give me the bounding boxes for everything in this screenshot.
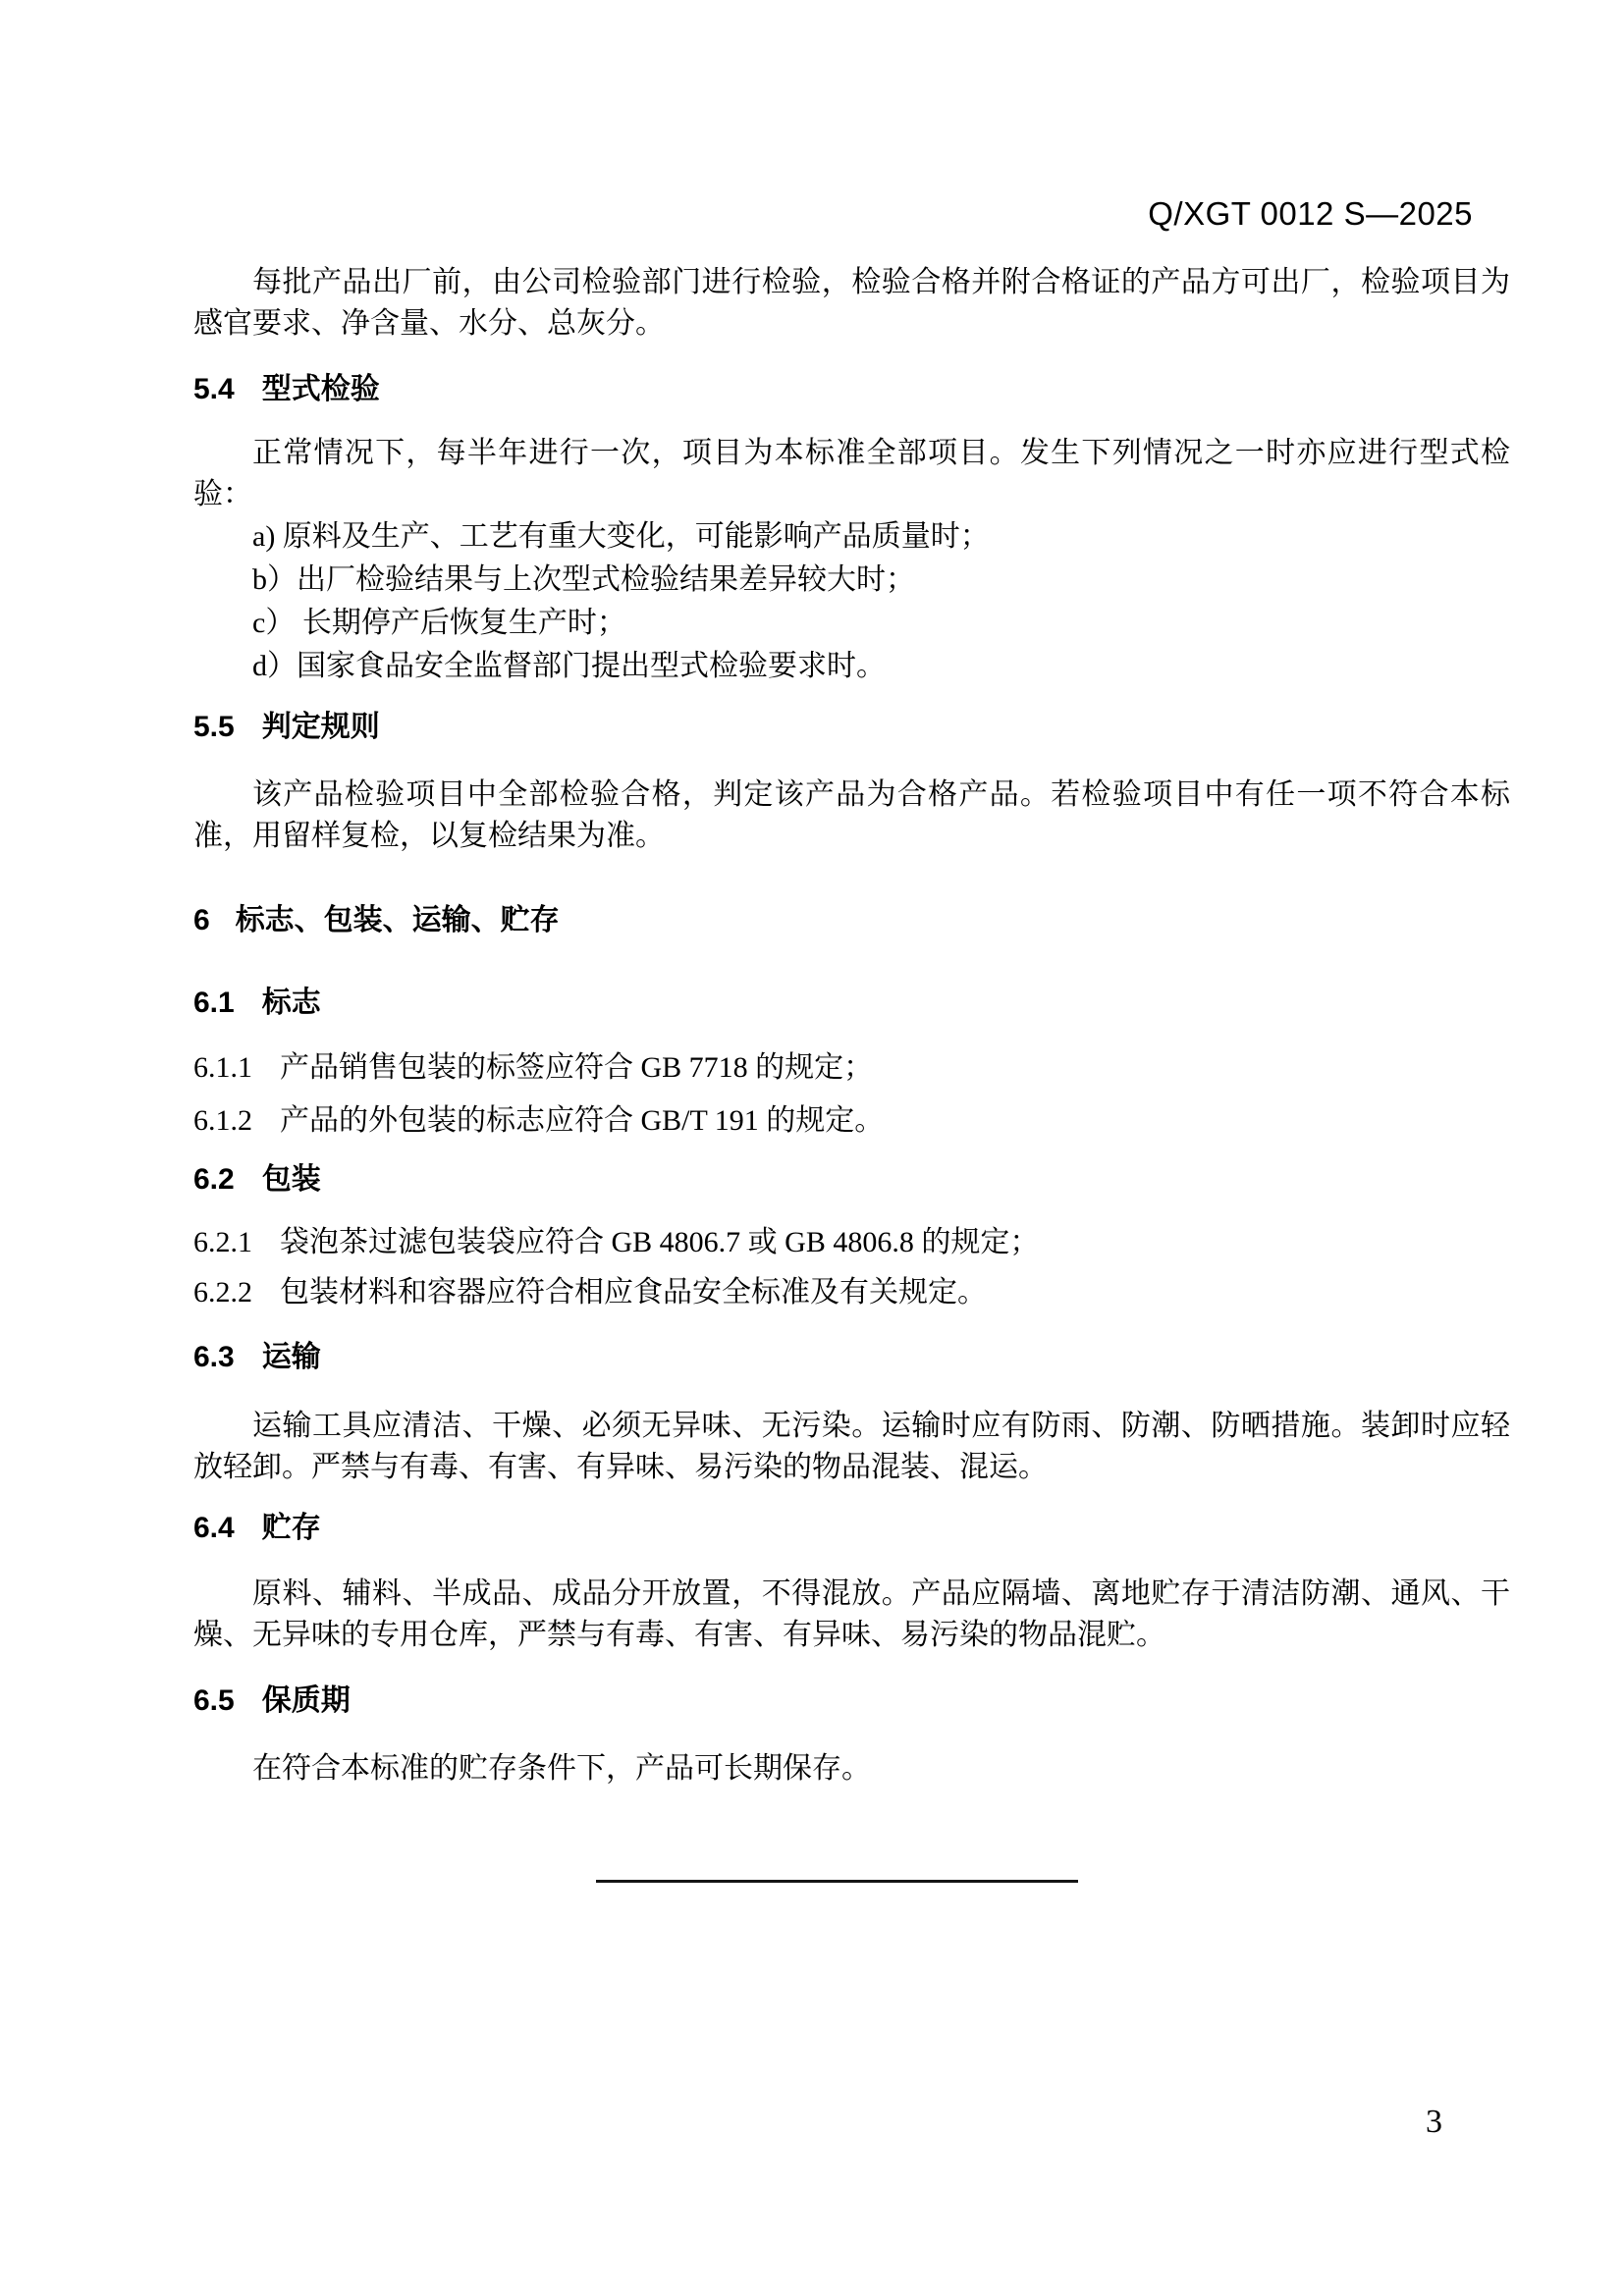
heading-6-1-number: 6.1 [193, 987, 235, 1019]
document-body [193, 0, 1510, 1883]
heading-6-3 [193, 1337, 1510, 1378]
factory-inspection-paragraph: 每批产品出厂前，由公司检验部门进行检验，检验合格并附合格证的产品方可出厂，检验项目为感官要求、净含量、水分、总灰分。 [193, 266, 1510, 340]
transport-paragraph: 运输工具应清洁、干燥、必须无异味、无污染。运输时应有防雨、防潮、防晒措施。装卸时应轻放轻卸。严禁与有毒、有害、有异味、易污染的物品混装、混运。 [193, 1410, 1510, 1483]
heading-5-4-title: 型式检验 [261, 373, 380, 405]
heading-6-4 [193, 1508, 1510, 1549]
page-number: 3 [1426, 2104, 1442, 2140]
list-item-c: c） 长期停产后恢复生产时； [252, 607, 626, 639]
clause-6-1-2-text: 产品的外包装的标志应符合 GB/T 191 的规定。 [280, 1104, 885, 1137]
heading-5-4-number: 5.4 [193, 373, 235, 405]
clause-6-2-1 [193, 1222, 1510, 1263]
list-item-a: a) 原料及生产、工艺有重大变化，可能影响产品质量时； [252, 520, 990, 553]
heading-6-2-number: 6.2 [193, 1163, 235, 1196]
list-item-b: b）出厂检验结果与上次型式检验结果差异较大时； [252, 563, 915, 596]
storage-paragraph: 原料、辅料、半成品、成品分开放置，不得混放。产品应隔墙、离地贮存于清洁防潮、通风、干燥、无异味的专用仓库，严禁与有毒、有害、有异味、易污染的物品混贮。 [193, 1577, 1510, 1651]
clause-6-1-2-number: 6.1.2 [193, 1104, 252, 1137]
clause-6-1-1-number: 6.1.1 [193, 1051, 252, 1084]
clause-6-2-2-number: 6.2.2 [193, 1276, 252, 1308]
heading-6-5 [193, 1681, 1510, 1722]
heading-6-title: 标志、包装、运输、贮存 [235, 904, 560, 936]
clause-6-1-1 [193, 1047, 1510, 1089]
heading-6-4-number: 6.4 [193, 1512, 235, 1544]
judgement-rule-paragraph: 该产品检验项目中全部检验合格，判定该产品为合格产品。若检验项目中有任一项不符合本标准，用留样复检，以复检结果为准。 [193, 778, 1510, 852]
shelf-life-paragraph: 在符合本标准的贮存条件下，产品可长期保存。 [252, 1752, 871, 1785]
clause-6-1-2 [193, 1100, 1510, 1142]
heading-6-3-number: 6.3 [193, 1341, 235, 1373]
heading-6-5-number: 6.5 [193, 1684, 235, 1717]
heading-5-5-number: 5.5 [193, 711, 235, 743]
clause-6-2-1-text: 袋泡茶过滤包装袋应符合 GB 4806.7 或 GB 4806.8 的规定； [280, 1226, 1040, 1258]
type-inspection-paragraph: 正常情况下，每半年进行一次，项目为本标准全部项目。发生下列情况之一时亦应进行型式检验： [193, 437, 1510, 510]
end-of-document-rule [596, 1880, 1078, 1883]
heading-6 [193, 900, 1510, 941]
heading-6-4-title: 贮存 [261, 1512, 321, 1544]
heading-6-number: 6 [193, 904, 210, 936]
heading-6-2-title: 包装 [261, 1163, 321, 1196]
list-item-d: d）国家食品安全监督部门提出型式检验要求时。 [252, 650, 886, 682]
heading-5-4 [193, 369, 1510, 410]
standard-number-header: Q/XGT 0012 S—2025 [1148, 195, 1473, 232]
clause-6-2-2 [193, 1272, 1510, 1313]
heading-6-1 [193, 983, 1510, 1024]
clause-6-2-1-number: 6.2.1 [193, 1226, 252, 1258]
heading-6-1-title: 标志 [261, 987, 321, 1019]
heading-6-3-title: 运输 [261, 1341, 321, 1373]
heading-6-2 [193, 1159, 1510, 1201]
heading-6-5-title: 保质期 [261, 1684, 351, 1717]
heading-5-5 [193, 707, 1510, 748]
clause-6-1-1-text: 产品销售包装的标签应符合 GB 7718 的规定； [280, 1051, 874, 1084]
heading-5-5-title: 判定规则 [261, 711, 380, 743]
type-inspection-conditions-list [193, 515, 1510, 688]
clause-6-2-2-text: 包装材料和容器应符合相应食品安全标准及有关规定。 [280, 1276, 987, 1308]
